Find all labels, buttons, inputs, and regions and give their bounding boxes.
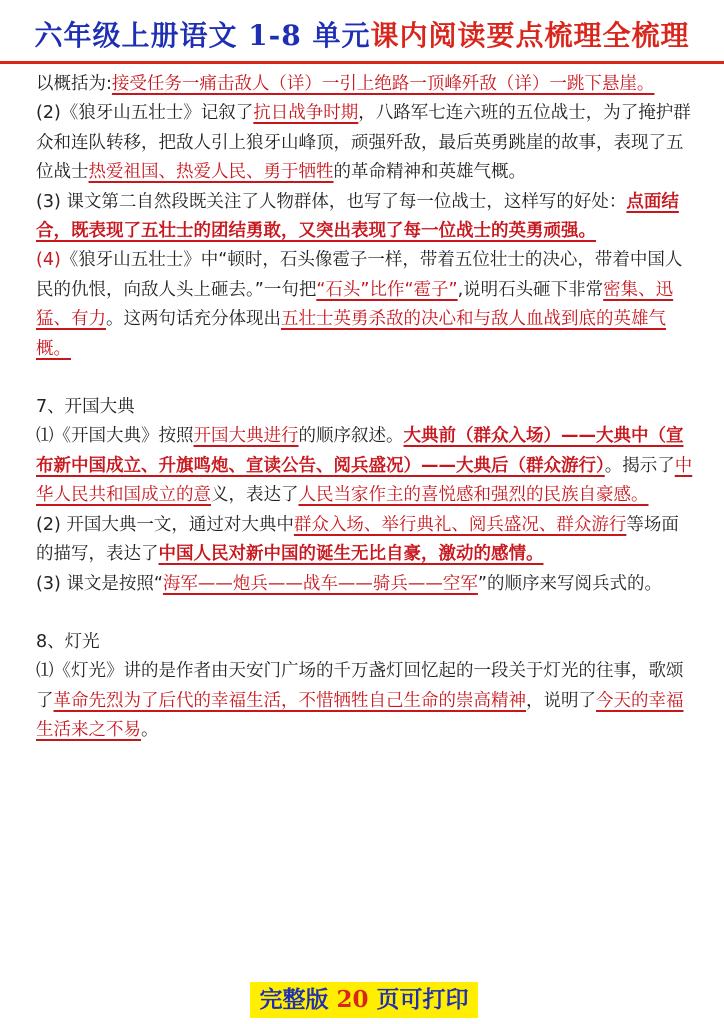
- lesson8-point1: [36, 657, 696, 745]
- highlight: 五壮士英勇杀敌的决心和与敌人血战到底的英雄气概。: [36, 309, 666, 359]
- text: ，说明了: [526, 690, 596, 711]
- lesson7-point1: [36, 422, 696, 510]
- document-body: [36, 70, 696, 746]
- banner-part2: 20: [328, 986, 377, 1013]
- highlight: “石头”比作“雹子”: [316, 279, 458, 300]
- text: (3) 课文是按照“: [36, 573, 163, 594]
- lesson7-point2: [36, 511, 696, 570]
- section-heading-8: 8、灯光: [36, 631, 100, 652]
- summary-paragraph: [36, 70, 696, 99]
- spacer: [36, 599, 696, 628]
- highlight: 人民当家作主的喜悦感和强烈的民族自豪感。: [298, 485, 649, 506]
- lesson7-point3: [36, 570, 696, 599]
- text: 。揭示了: [604, 455, 675, 476]
- text: (2) 开国大典一文，通过对大典中: [36, 514, 294, 535]
- banner-part3: 页可打印: [376, 986, 469, 1013]
- spacer: [36, 364, 696, 393]
- highlight: 密集、迅猛、有力: [36, 279, 674, 330]
- summary-highlight: 接受任务一痛击敌人（详）一引上绝路一顶峰歼敌（详）一跳下悬崖。: [111, 74, 655, 94]
- text: ⑴《开国大典》按照: [36, 426, 194, 447]
- highlight: 中国人民对新中国的诞生无比自豪，激动的感情。: [158, 544, 544, 565]
- highlight: 群众入场、举行典礼、阅兵盛况、群众游行: [293, 514, 627, 535]
- banner-part1: 完整版: [259, 986, 329, 1013]
- lesson6-point3: [36, 188, 696, 247]
- highlight: 海军——炮兵——战车——骑兵——空军: [162, 573, 478, 594]
- text: 。这两句话充分体现出: [106, 309, 281, 330]
- lesson6-point4: [36, 246, 696, 364]
- section-heading-7: 7、开国大典: [36, 397, 135, 418]
- text: ”的顺序来写阅兵式的。: [477, 573, 662, 594]
- text: ,说明石头砸下非常: [457, 279, 604, 300]
- title-part2: 课内阅读要点梳理全梳理: [370, 19, 690, 52]
- text: 等场面的描写，表达了: [36, 514, 679, 565]
- highlight: 今天的幸福生活来之不易: [36, 690, 684, 741]
- page-header: [0, 0, 724, 64]
- text: ⑴《灯光》讲的是作者由天安门广场的千万盏灯回忆起的一段关于灯光的往事，歌颂了: [36, 661, 684, 711]
- page-title: [0, 14, 724, 54]
- text: 的顺序叙述。: [298, 426, 404, 447]
- text: (3) 课文第二自然段既关注了人物群体，也写了每一位战士，这样写的好处：: [36, 191, 627, 212]
- text: 《狼牙山五壮士》中“顿时，石头像雹子一样，带着五位壮士的决心，带着中国人民的仇恨，向敌人头上砸去。”一句把: [36, 250, 683, 300]
- text: ，八路军七连六班的五位战士，为了掩护群众和连队转移，把敌人引上狼牙山峰顶，顽强歼敌，最后英勇跳崖的故事，表现了五位战士: [36, 103, 691, 183]
- text: (2)《狼牙山五壮士》记叙了: [36, 103, 254, 124]
- text: 的革命精神和英雄气概。: [333, 162, 526, 183]
- highlight: 大典前（群众入场）——大典中（宣布新中国成立、升旗鸣炮、宣读公告、阅兵盛况）——大典后（群众游行）: [36, 426, 684, 476]
- text: 。: [141, 720, 159, 741]
- point-number: (4): [36, 250, 61, 271]
- highlight: 热爱祖国、热爱人民、勇于牺牲: [88, 162, 334, 183]
- title-part1: 六年级上册语文 1-8 单元: [34, 19, 371, 52]
- highlight: 中华人民共和国成立的意: [36, 455, 693, 506]
- summary-prefix: 以概括为:: [36, 74, 112, 94]
- highlight: 革命先烈为了后代的幸福生活，不惜牺牲自己生命的崇高精神: [53, 690, 526, 711]
- highlight: 抗日战争时期: [253, 103, 359, 124]
- highlight: 开国大典进行: [193, 426, 299, 447]
- print-banner: [250, 982, 478, 1018]
- text: 义，表达了: [211, 485, 299, 506]
- lesson6-point2: [36, 99, 696, 187]
- highlight: 点面结合，既表现了五壮士的团结勇敢，又突出表现了每一位战士的英勇顽强。: [36, 191, 679, 242]
